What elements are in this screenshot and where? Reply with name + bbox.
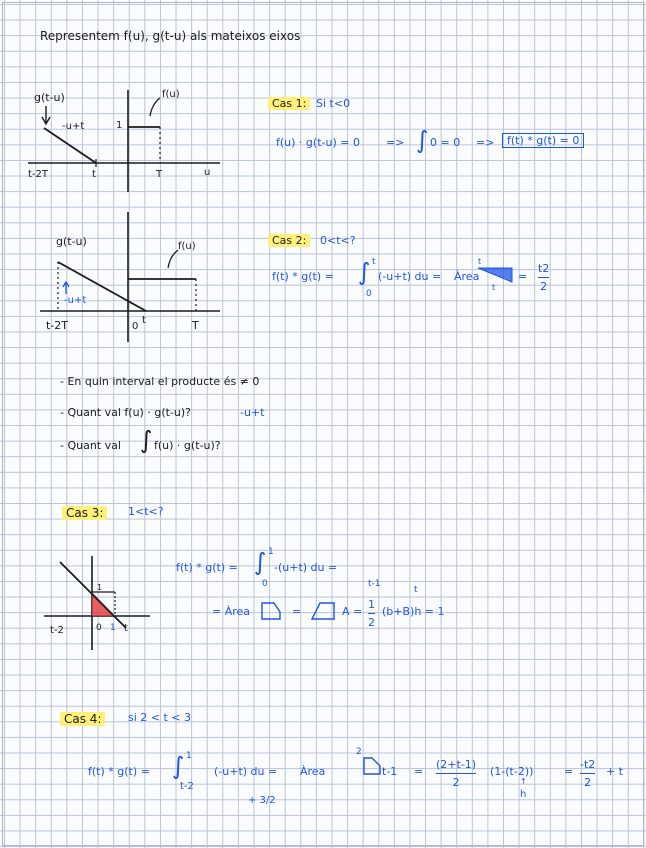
graph1-segment-label: -u+t	[62, 121, 85, 132]
question-interval: - En quin interval el producte és ≠ 0	[60, 375, 260, 388]
graph2-x-t: t	[142, 315, 146, 326]
cas3-a-eq: A =	[342, 605, 363, 618]
cas4-trap-right: t-1	[382, 765, 398, 778]
cas3-area-text: = Àrea	[212, 605, 251, 618]
cas4-equals: =	[414, 765, 424, 778]
cas3-half	[368, 598, 375, 629]
graph1-x-left: t-2T	[28, 169, 48, 180]
cas2-equals: =	[518, 270, 528, 283]
question-product: - Quant val f(u) · g(t-u)?	[60, 406, 191, 419]
cas4-frac-num: (2+t-1)	[436, 758, 477, 771]
cas2-num: t2	[538, 262, 550, 275]
cas3-heading: Cas 3:	[62, 506, 107, 520]
cas3-int-upper: 1	[268, 547, 274, 557]
cas4-heading: Cas 4:	[60, 712, 105, 726]
cas4-result-tail: + t	[606, 765, 624, 778]
cas4-h-marker: ↑	[520, 777, 527, 786]
cas3-eq2: =	[292, 605, 302, 618]
cas4-result-den: 2	[584, 776, 592, 789]
cas4-integrand: (-u+t) du =	[214, 765, 278, 778]
cas1-arrow1: =>	[386, 136, 405, 149]
cas1-eq-left: f(u) · g(t-u) = 0	[276, 136, 360, 149]
cas4-int-upper: 1	[186, 751, 192, 761]
cas3-graph-x-one: 1	[110, 623, 116, 633]
graph1-x-axis-label: u	[204, 167, 211, 178]
cas4-int-lower: t-2	[180, 781, 194, 792]
cas1-condition: Si t<0	[316, 97, 351, 110]
cas1-result: f(t) * g(t) = 0	[502, 133, 584, 148]
page-title: Representem f(u), g(t-u) als mateixos eixos	[40, 29, 301, 43]
cas3-graph-x-left: t-2	[50, 625, 64, 636]
cas3-frac-den: 2	[368, 616, 375, 629]
cas2-integrand: (-u+t) du =	[378, 270, 442, 283]
cas4-h-label: h	[520, 789, 527, 800]
cas3-integrand: -(u+t) du =	[274, 561, 338, 574]
cas3-graph-x-zero: 0	[96, 623, 102, 633]
question-product-answer: -u+t	[240, 406, 265, 419]
graph2-x-left: t-2T	[46, 319, 68, 332]
cas3-graph-x-t: t	[124, 623, 128, 634]
graph2-x-T: T	[192, 319, 199, 332]
cas3-label-b: t-1	[368, 579, 381, 589]
cas1-integral: 0 = 0	[430, 136, 461, 149]
cas2-int-lower: 0	[366, 289, 372, 299]
cas4-fraction	[436, 758, 476, 789]
cas3-frac-num: 1	[368, 598, 375, 611]
graph1-x-T: T	[156, 169, 163, 180]
graph1-f-label: f(u)	[162, 89, 180, 100]
cas4-integral-sign: ∫	[172, 752, 185, 780]
cas4-eq-left: f(t) * g(t) =	[88, 765, 150, 778]
cas4-trap-top: 2	[356, 747, 362, 757]
cas3-integral-sign: ∫	[254, 548, 267, 576]
cas2-eq-left: f(t) * g(t) =	[272, 270, 334, 283]
cas2-condition: 0<t<?	[320, 234, 356, 247]
question-integral-sign: ∫	[140, 426, 153, 454]
cas1-heading: Cas 1:	[268, 97, 310, 110]
cas1-arrow2: =>	[476, 136, 495, 149]
cas4-result-fraction	[580, 758, 595, 789]
cas3-graph-y-tick: 1	[97, 583, 103, 592]
cas2-int-upper: t	[372, 257, 376, 267]
cas4-h-expr: (1-(t-2))	[490, 765, 534, 778]
graph2-f-label: f(u)	[178, 241, 196, 252]
cas4-frac-den: 2	[452, 776, 460, 789]
cas2-fraction	[538, 262, 549, 293]
cas2-den: 2	[540, 280, 548, 293]
cas2-tri-bottom: t	[492, 283, 496, 292]
graph1-g-label: g(t-u)	[34, 91, 65, 104]
cas3-eq-left: f(t) * g(t) =	[176, 561, 238, 574]
cas3-label-B: t	[414, 585, 418, 595]
graph2-x-zero: 0	[132, 321, 139, 332]
cas4-area: Àrea	[300, 765, 326, 778]
cas4-equals2: =	[564, 765, 574, 778]
graph1-y-tick: 1	[116, 120, 123, 131]
graph1-x-t: t	[92, 169, 96, 180]
cas2-heading: Cas 2:	[268, 234, 310, 247]
cas4-condition: si 2 < t < 3	[128, 711, 192, 724]
cas4-result-num: -t2	[580, 758, 596, 771]
cas1-integral-sign: ∫	[416, 126, 429, 154]
cas2-integral-sign: ∫	[358, 258, 371, 286]
cas2-tri-top: t	[478, 257, 482, 266]
graph2-segment-label: -u+t	[64, 295, 87, 306]
cas3-condition: 1<t<?	[128, 505, 164, 518]
cas3-formula: (b+B)h = 1	[382, 605, 445, 618]
graph2-g-label: g(t-u)	[56, 235, 87, 248]
cas3-int-lower: 0	[262, 579, 268, 589]
question-integral-prefix: - Quant val	[60, 439, 121, 452]
cas2-area: Àrea	[454, 270, 480, 283]
cas4-extra: + 3/2	[248, 795, 276, 806]
question-integral: f(u) · g(t-u)?	[154, 439, 221, 452]
